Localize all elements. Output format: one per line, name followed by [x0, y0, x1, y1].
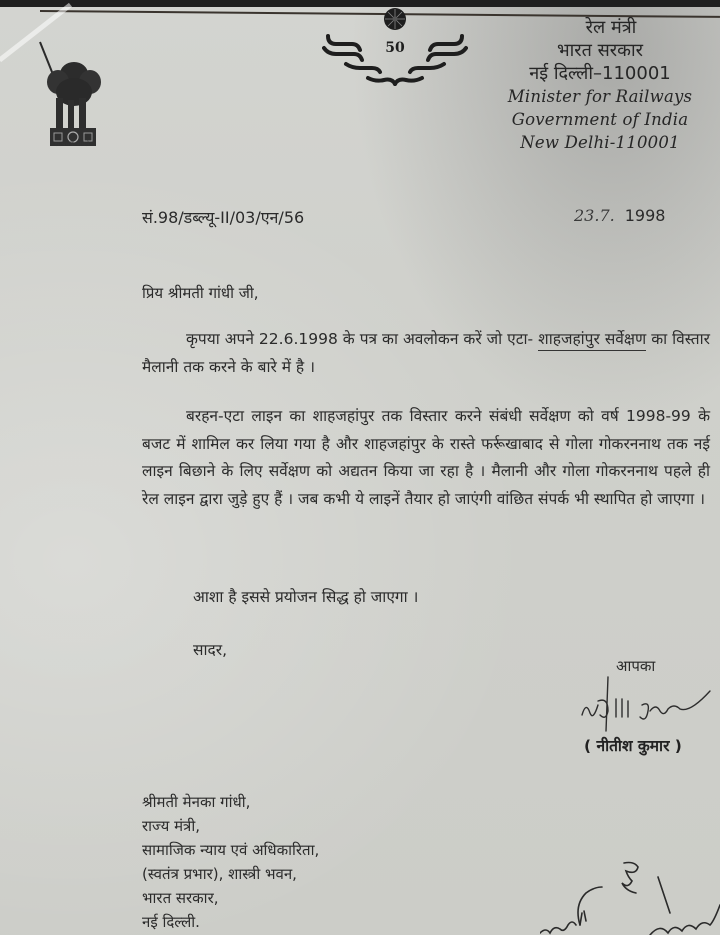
signature-icon: [576, 675, 716, 735]
jubilee-logo-icon: [322, 8, 468, 86]
recipient-designation: राज्य मंत्री,: [142, 817, 200, 835]
date-year: 1998: [624, 206, 666, 225]
recipient-address: [142, 790, 319, 934]
emblem-motto: सत्यमेव जयते: [54, 140, 90, 148]
letterhead-office: [500, 16, 700, 154]
recipient-name: श्रीमती मेनका गांधी,: [142, 793, 251, 811]
svg-text:50: 50: [385, 40, 405, 56]
reference-number: सं.98/डब्ल्यू-II/03/एन/56: [142, 208, 305, 227]
body-paragraph-1: [142, 325, 710, 381]
para1-underlined-subject: शाहजहांपुर सर्वेक्षण: [538, 330, 646, 351]
date-handwritten: 23.7.: [574, 206, 615, 225]
para1-rest: का विस्तार मैलानी तक करने के बारे में है ।: [142, 330, 710, 376]
letter-date: [574, 206, 665, 225]
letterhead-hindi-city: नई दिल्ली–110001: [529, 63, 671, 84]
national-emblem-icon: [38, 40, 108, 150]
salutation: प्रिय श्रीमती गांधी जी,: [142, 284, 259, 302]
letterhead-english-title: Minister for Railways: [507, 87, 693, 106]
recipient-government: भारत सरकार,: [142, 889, 219, 907]
letterhead-hindi-govt: भारत सरकार: [556, 40, 644, 61]
letterhead-hindi-title: रेल मंत्री: [585, 17, 637, 38]
signer-name: ( नीतीश कुमार ): [584, 737, 682, 755]
para2-text: बरहन-एटा लाइन का शाहजहांपुर तक विस्तार करने संबंधी सर्वेक्षण को वर्ष 1998-99 के बजट में शामिल कर लिया गया है और शाहजहांपुर के रास्ते फर्रूखाबाद से गोला गोकरननाथ तक नई लाइन बिछाने के लिए सर्वेक्षण को अद्यतन किया जा रहा है । मैलानी और गोला गोकरननाथ पहले ही रेल लाइन द्वारा जुड़े हुए हैं । जब कभी ये लाइनें तैयार हो जाएंगी वांछित संपर्क भी स्थापित हो जाएगा ।: [142, 407, 710, 508]
para1-lead: कृपया अपने 22.6.1998 के पत्र का अवलोकन करें जो एटा-: [186, 330, 534, 348]
recipient-ministry: सामाजिक न्याय एवं अधिकारिता,: [142, 841, 320, 859]
recipient-office: (स्वतंत्र प्रभार), शास्त्री भवन,: [142, 865, 297, 883]
handwritten-annotation-icon: [540, 855, 720, 935]
letterhead-english-city: New Delhi-110001: [520, 133, 680, 152]
body-paragraph-3: आशा है इससे प्रयोजन सिद्ध हो जाएगा ।: [193, 588, 419, 606]
letterhead-english-govt: Government of India: [511, 110, 689, 129]
regards: सादर,: [193, 641, 227, 659]
yours-label: आपका: [616, 657, 656, 675]
scan-edge: [0, 0, 720, 7]
body-paragraph-2: [142, 403, 710, 513]
recipient-city: नई दिल्ली.: [142, 913, 200, 931]
